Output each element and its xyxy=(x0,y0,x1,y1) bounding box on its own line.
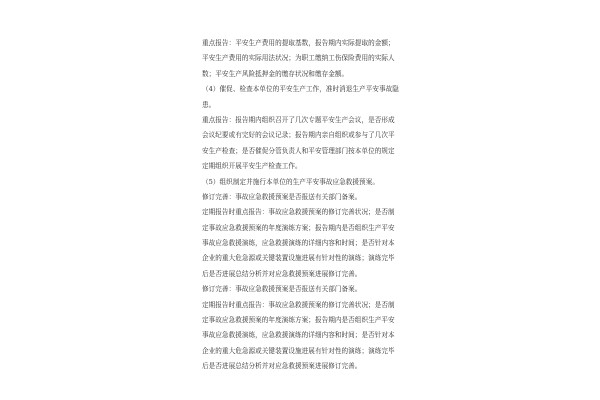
text-line: 后是否进展总结分析并对应急救援预案进展修订完善。 xyxy=(202,269,362,278)
text-line: 平安生产费用的实际用法状况；为职工缴纳工伤保险费用的实际人 xyxy=(202,54,395,63)
text-line: 修订完善：事故应急救援预案是否报送有关部门备案。 xyxy=(202,192,362,201)
text-line: 患。 xyxy=(202,100,216,109)
text-line: 定期报告时重点报告：事故应急救援预案的修订完善状况；是否制 xyxy=(202,300,395,309)
text-line: 企业的重大危急源或关键装置设施进展有针对性的演练；演练完毕 xyxy=(202,346,395,355)
document-page xyxy=(202,36,402,375)
text-line: 重点报告：报告期内组织召开了几次专题平安生产会议，是否形成 xyxy=(202,115,395,124)
text-line: 定事故应急救援预案的年度演练方案；报告期内是否组织生产平安 xyxy=(202,316,395,325)
text-line: 修订完善：事故应急救援预案是否报送有关部门备案。 xyxy=(202,285,362,294)
text-line: 定事故应急救援预案的年度演练方案；报告期内是否组织生产平安 xyxy=(202,223,395,232)
text-line: 数；平安生产风险抵押金的缴存状况和缴存金额。 xyxy=(202,69,349,78)
text-line: 定期报告时重点报告：事故应急救援预案的修订完善状况；是否制 xyxy=(202,208,395,217)
text-line: 事故应急救援演练，应急救援演练的详细内容和时间；是否针对本 xyxy=(202,331,395,340)
text-line: 后是否进展总结分析并对应急救援预案进展修订完善。 xyxy=(202,362,362,371)
text-line: 会议纪要或有完好的会议记录；报告期内亲自组织或参与了几次平 xyxy=(202,131,395,140)
text-line: （5）组织制定并施行本单位的生产平安事故应急救援预案。 xyxy=(202,177,379,186)
text-line: 定期组织开展平安生产检查工作。 xyxy=(202,162,302,171)
text-line: 企业的重大危急源或关键装置设施进展有针对性的演练；演练完毕 xyxy=(202,254,395,263)
text-line: 重点报告：平安生产费用的提取基数，报告期内实际提取的金额； xyxy=(202,39,395,47)
text-line: （4）催促、检查本单位的平安生产工作，准时消退生产平安事故隐 xyxy=(202,85,399,94)
text-line: 安生产检查；是否催促分管负责人和平安管理部门按本单位的规定 xyxy=(202,146,395,155)
text-line: 事故应急救援演练，应急救援演练的详细内容和时间；是否针对本 xyxy=(202,239,395,248)
